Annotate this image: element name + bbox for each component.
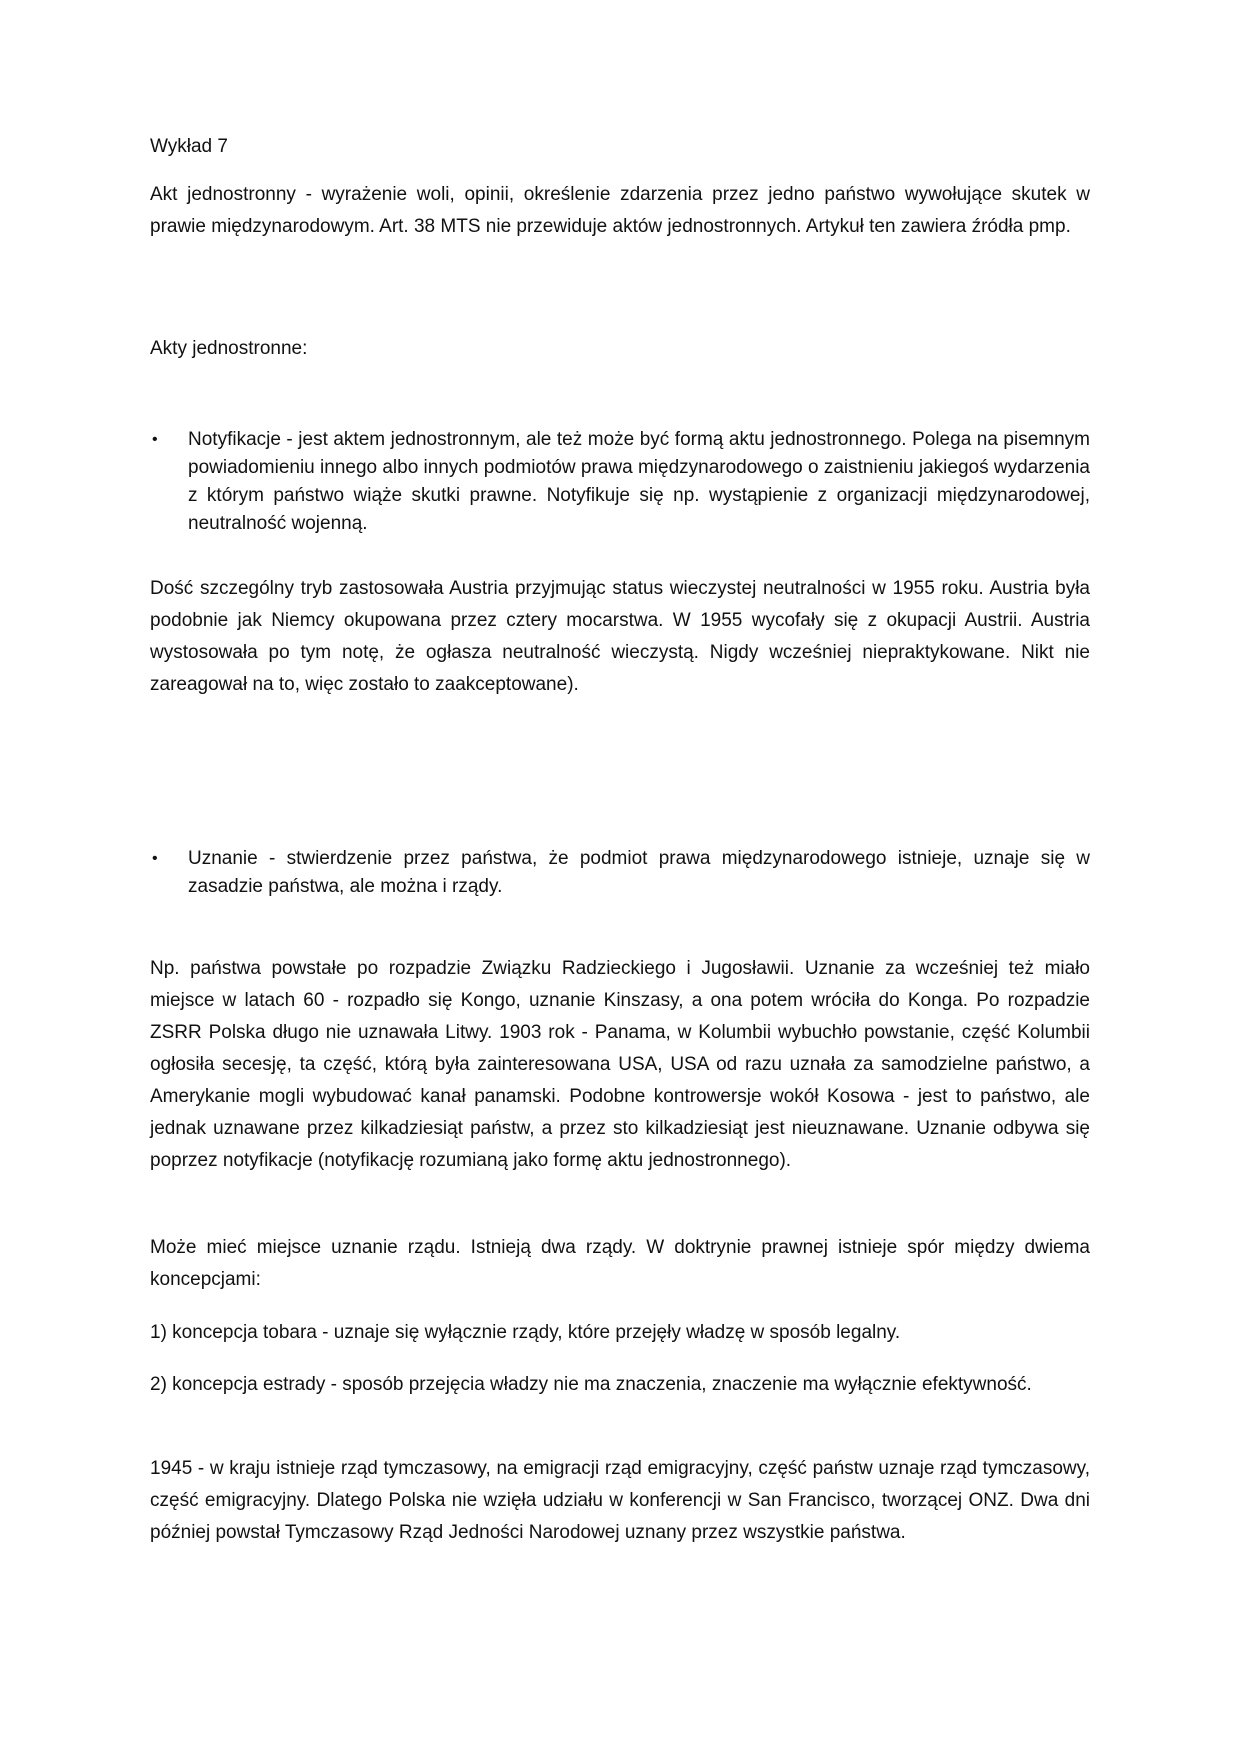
document-title: Wykład 7 (150, 136, 228, 157)
paragraph-austria: Dość szczególny tryb zastosowała Austria przyjmując status wieczystej neutralności w 1955 roku. Austria była podobnie jak Niemcy okupowana przez cztery mocarstwa. W 1955 wycofały się z okupacji Austrii. Austria wystosowała po tym notę, że ogłasza neutralność wieczystą. Nigdy wcześniej niepraktykowane. Nikt nie zareagował na to, więc zostało to zaakceptowane). (150, 578, 1090, 695)
paragraph-uznanie-examples: Np. państwa powstałe po rozpadzie Związku Radzieckiego i Jugosławii. Uznanie za wcześniej też miało miejsce w latach 60 - rozpadło się Kongo, uznanie Kinszasy, a ona potem wróciła do Konga. Po rozpadzie ZSRR Polska długo nie uznawała Litwy. 1903 rok - Panama, w Kolumbii wybuchło powstanie, część Kolumbii ogłosiła secesję, ta część, którą była zainteresowana USA, USA od razu uznała za samodzielne państwo, a Amerykanie mogli wybudować kanał panamski. Podobne kontrowersje wokół Kosowa - jest to państwo, ale jednak uznawane przez kilkadziesiąt państw, a przez sto kilkadziesiąt jest nieuznawane. Uznanie odbywa się poprzez notyfikacje (notyfikację rozumianą jako formę aktu jednostronnego). (150, 958, 1090, 1171)
list-item-notyfikacje (150, 426, 1090, 538)
list-item-uznanie (150, 845, 1090, 901)
paragraph-koncepcja-1: 1) koncepcja tobara - uznaje się wyłącznie rządy, które przejęły władzę w sposób legalny. (150, 1322, 901, 1343)
paragraph-uznanie-rzadu: Może mieć miejsce uznanie rządu. Istnieją dwa rządy. W doktrynie prawnej istnieje spór między dwiema koncepcjami: (150, 1237, 1090, 1290)
bullet-icon: • (152, 431, 158, 448)
section-heading: Akty jednostronne: (150, 338, 308, 359)
paragraph-1945: 1945 - w kraju istnieje rząd tymczasowy, na emigracji rząd emigracyjny, część państw uznaje rząd tymczasowy, część emigracyjny. Dlatego Polska nie wzięła udziału w konferencji w San Francisco, tworzącej ONZ. Dwa dni później powstał Tymczasowy Rząd Jedności Narodowej uznany przez wszystkie państwa. (150, 1458, 1090, 1543)
bullet-icon: • (152, 850, 158, 867)
list-item-text: Notyfikacje - jest aktem jednostronnym, ale też może być formą aktu jednostronnego. Polega na pisemnym powiadomieniu innego albo innych podmiotów prawa międzynarodowego o zaistnieniu jakiegoś wydarzenia z którym państwo wiąże skutki prawne. Notyfikuje się np. wystąpienie z organizacji międzynarodowej, neutralność wojenną. (188, 429, 1090, 534)
list-item-text: Uznanie - stwierdzenie przez państwa, że podmiot prawa międzynarodowego istnieje, uznaje się w zasadzie państwa, ale można i rządy. (188, 848, 1090, 897)
intro-paragraph: Akt jednostronny - wyrażenie woli, opinii, określenie zdarzenia przez jedno państwo wywołujące skutek w prawie międzynarodowym. Art. 38 MTS nie przewiduje aktów jednostronnych. Artykuł ten zawiera źródła pmp. (150, 184, 1090, 237)
paragraph-koncepcja-2: 2) koncepcja estrady - sposób przejęcia władzy nie ma znaczenia, znaczenie ma wyłącznie efektywność. (150, 1374, 1032, 1395)
